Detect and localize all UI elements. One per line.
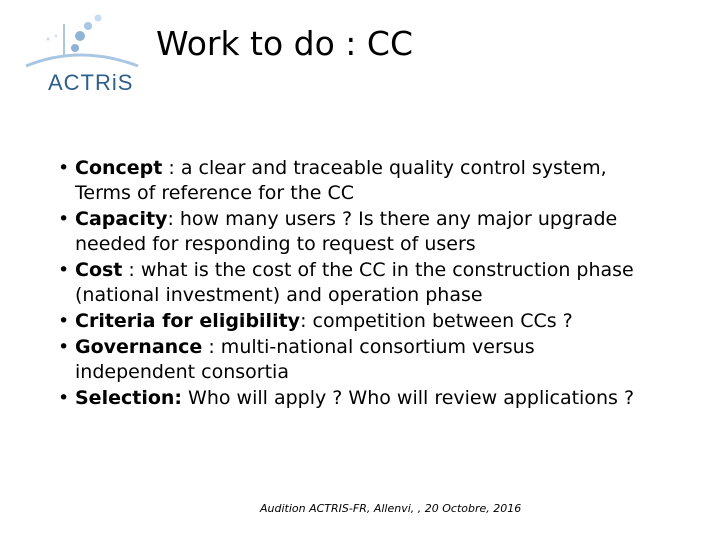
bullet-term: Cost xyxy=(75,259,123,281)
bullet-list xyxy=(58,156,658,412)
bullet-term: Criteria for eligibility xyxy=(75,310,301,332)
bullet-dot: • xyxy=(58,259,70,281)
bullet-text: : competition between CCs ? xyxy=(300,310,573,332)
bullet-dot: • xyxy=(58,310,70,332)
bullet-text: Who will apply ? Who will review applications ? xyxy=(182,387,635,409)
bullet-text: : how many users ? Is there any major upgrade needed for responding to request of users xyxy=(75,208,618,255)
bullet-dot: • xyxy=(58,157,70,179)
bullet-text: : a clear and traceable quality control system, Terms of reference for the CC xyxy=(75,157,607,204)
bullet-term: Governance xyxy=(75,336,203,358)
bullet-item-selection xyxy=(58,386,658,411)
bullet-dot: • xyxy=(58,387,70,409)
slide-title: Work to do : CC xyxy=(156,24,413,63)
actris-logo xyxy=(20,14,150,95)
bullet-text: : what is the cost of the CC in the construction phase (national investment) and operation phase xyxy=(75,259,634,306)
bullet-text: : multi-national consortium versus independent consortia xyxy=(75,336,535,383)
bullet-dot: • xyxy=(58,208,70,230)
logo-wordmark: ACTRiS xyxy=(48,70,134,95)
bullet-term: Selection: xyxy=(75,387,183,409)
bullet-term: Concept xyxy=(75,157,163,179)
bullet-item-cost xyxy=(58,258,658,308)
bullet-term: Capacity xyxy=(75,208,168,230)
slide-footer: Audition ACTRIS-FR, Allenvi, , 20 Octobre, 2016 xyxy=(260,502,522,515)
bullet-item-capacity xyxy=(58,207,658,257)
bullet-item-concept xyxy=(58,156,658,206)
bullet-item-criteria xyxy=(58,309,658,334)
bullet-item-governance xyxy=(58,335,658,385)
bullet-dot: • xyxy=(58,336,70,358)
